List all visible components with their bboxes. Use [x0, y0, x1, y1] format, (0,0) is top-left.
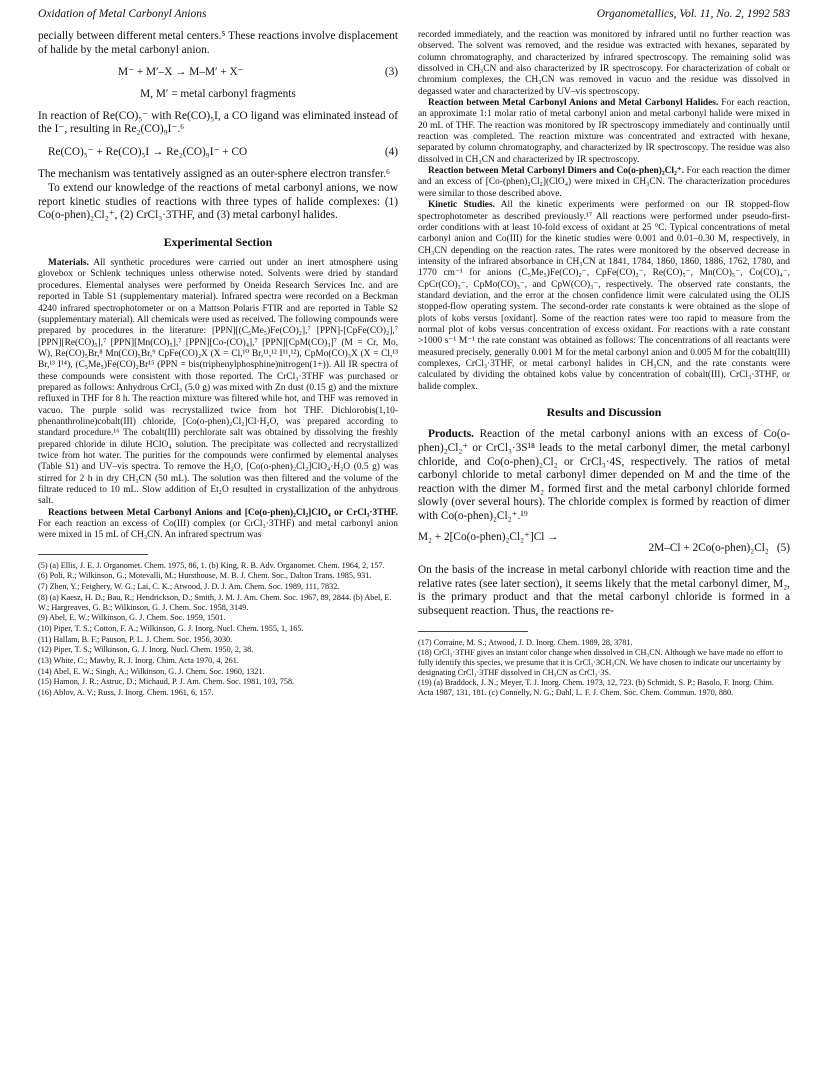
footnote: (13) White, C.; Mawby, R. J. Inorg. Chim. Acta 1970, 4, 261.	[38, 656, 239, 666]
materials-paragraph	[38, 258, 398, 508]
footnote: (14) Abel, E. W.; Singh, A.; Wilkinson, G. J. Chem. Soc. 1960, 1321.	[38, 666, 265, 676]
reaction1-paragraph	[38, 508, 398, 542]
equation-3-note-text: M, M′ = metal carbonyl fragments	[140, 87, 296, 100]
footnote: (5) (a) Ellis, J. E. J. Organomet. Chem. 1975, 86, 1. (b) King, R. B. Adv. Organomet. Chem. 1964, 2, 157.	[38, 560, 385, 570]
paragraph-2: In reaction of Re(CO)₅⁻ with Re(CO)₅I, a CO ligand was eliminated instead of the I⁻, resulting in Re₂(CO)₉I⁻.⁶	[38, 109, 398, 136]
reaction3-heading: Reaction between Metal Carbonyl Dimers and Co(o-phen)₂Cl₂⁺.	[428, 166, 685, 177]
footnote: (15) Hamon, J. R.; Astruc, D.; Michaud, P. J. Am. Chem. Soc. 1981, 103, 758.	[38, 677, 295, 687]
footnote-divider	[38, 554, 148, 555]
right-column	[418, 30, 790, 699]
footnote: (8) (a) Kaesz, H. D.; Bau, R.; Hendrickson, D.; Smith, J. M. J. Am. Chem. Soc. 1967, 89, 2844. (b) Abel, E. W.; Hargreaves, G. B.; Wilkinson, G. J. Chem. Soc. 1958, 3149.	[38, 592, 392, 612]
products-text: Reaction of the metal carbonyl anions with an excess of Co(o-phen)₂Cl₂⁺ or CrCl₃·3S¹⁸ leads to the metal carbonyl dimer, the metal carbonyl chloride, and Co(o-phen)₂Cl₂ or CrCl₃·4S, respectively. The ratios of metal carbonyl chloride to metal carbonyl dimer depended on M and the time of the reaction with the dimer M₂ formed first and the metal carbonyl chloride formed slowly (over several hours). The chloride complex is formed by reaction of dimer with Co(o-phen)₂Cl₂⁺.¹⁹	[418, 428, 790, 522]
footnote: (10) Piper, T. S.; Cotton, F. A.; Wilkinson, G. J. Inorg. Nucl. Chem. 1955, 1, 165.	[38, 623, 304, 633]
equation-5-line2: 2M–Cl + 2Co(o-phen)₂Cl₂	[648, 541, 769, 554]
footnote: (12) Piper, T. S.; Wilkinson, G. J. Inorg. Nucl. Chem. 1950, 2, 38.	[38, 645, 254, 655]
reaction2-text: For each reaction, an approximate 1:1 molar ratio of metal carbonyl anion and metal carbonyl halide were mixed in 20 mL of THF. The reaction was monitored by IR spectroscopy immediately and continually until reaction was completed. The reaction mixture was concentrated and extracted with hexane, separated by column chromatography, and characterized by IR spectroscopy. The residue was also dissolved in CH₃CN and characterized by IR spectroscopy.	[418, 98, 791, 165]
footnotes-left	[38, 561, 398, 698]
equation-3-text: M⁻ + M′–X → M–M′ + X⁻	[118, 66, 244, 79]
footnote: (11) Hallam, B. F.; Pauson, P. L. J. Chem. Soc. 1956, 3030.	[38, 634, 233, 644]
equation-3-note	[38, 89, 398, 100]
kinetic-paragraph	[418, 200, 790, 393]
paragraph-4: To extend our knowledge of the reactions of metal carbonyl anions, we now report kinetic studies of reactions with three types of halide complexes: (1) Co(o-phen)₂Cl₂⁺, (2) CrCl₃·3THF, and (3) metal carbonyl halides.	[38, 182, 398, 222]
section-heading-results: Results and Discussion	[546, 405, 662, 419]
footnotes-right	[418, 638, 790, 698]
running-header	[38, 8, 790, 24]
footnote: (17) Corraine, M. S.; Atwood, J. D. Inorg. Chem. 1989, 28, 3781.	[418, 637, 633, 647]
footnote: (16) Ablov, A. V.; Russ, J. Inorg. Chem. 1961, 6, 157.	[38, 688, 214, 698]
equation-4-number: (4)	[384, 146, 398, 159]
materials-heading: Materials.	[48, 258, 89, 269]
products-paragraph	[418, 428, 790, 523]
footnote: (6) Poli, R.; Wilkinson, G.; Motevalli, M.; Hursthouse, M. B. J. Chem. Soc., Dalton Trans. 1985, 931.	[38, 571, 372, 581]
materials-text: All synthetic procedures were carried out under an inert atmosphere using glovebox or Schlenk techniques unless otherwise noted. Solvents were dried by standard procedures. Elemental analyses were performed by Oneida Research Services Inc. and are reported in Table S1 (supplementary material). Infrared spectra were recorded on a Beckman 4240 infrared spectrophotometer or on a Mattson Polaris FTIR and are reported in Table S2 (supplementary material). All chemicals were used as received. The following compounds were prepared by procedures in the literature: [PPN][(C₅Me₅)Fe(CO)₂],⁷ [PPN]-[CpFe(CO)₂],⁷ [PPN][Re(CO)₅],⁷ [PPN][Mn(CO)₅],⁷ [PPN][Co-(CO)₄],⁷ [PPN][CpM(CO)₃]⁷ (M = Cr, Mo, W), Re(CO)₅Br,⁸ Mn(CO)₅Br,⁹ CpFe(CO)₂X (X = Cl,¹⁰ Br,¹¹,¹² I¹¹,¹²), CpMo(CO)₃X (X = Cl,¹³ Br,¹³ I¹⁴), (C₅Me₅)Fe(CO)₂Br¹⁵ (PPN = bis(triphenylphosphine)nitrogen(1+)). All IR spectra of these compounds were consistent with those reported. The CrCl₃·3THF was purchased or prepared as follows: Anhydrous CrCl₃ (5.0 g) was mixed with Zn dust (0.15 g) and the mixture refluxed in THF for 8 h. The reaction mixture was filtered while hot, and THF was removed in vacuo. The purple solid was recrystallized twice from hot THF. Dichlorobis(1,10-phenanthroline)cobalt(III) chloride, [Co(o-phen)₂Cl₂]Cl·H₂O, was prepared according to standard procedure.¹⁶ The cobalt(III) perchlorate salt was obtained by dissolving the freshly prepared chloride in dilute HClO₄ solution. The precipitate was collected and recrystallized twice from hot water. The purities for the compounds were confirmed by elemental analyses (Table S1) and UV–vis spectra. To remove the H₂O, [Co(o-phen)₂Cl₂]ClO₄·H₂O (0.5 g) was stirred for 2 h in dry CH₃CN (50 mL). The solution was then filtered and the volume of the filtrate reduced to 10 mL. Slow addition of Et₂O resulted in crystallization of the anhydrous salt.	[38, 258, 398, 507]
reaction2-paragraph	[418, 98, 790, 166]
journal-citation: Organometallics, Vol. 11, No. 2, 1992 583	[596, 8, 790, 20]
paragraph-3: The mechanism was tentatively assigned as an outer-sphere electron transfer.⁶	[38, 168, 390, 181]
intro-paragraph: pecially between different metal centers.⁵ These reactions involve displacement of halide by the metal carbonyl anion.	[38, 30, 398, 56]
reaction3-paragraph	[418, 166, 790, 200]
kinetic-text: All the kinetic experiments were performed on our IR stopped-flow spectrophotometer as described previously.¹⁷ All reactions were performed under pseudo-first-order conditions with at least 10-fold excess of oxidant at 25 °C. Typical concentrations of metal carbonyl anion and Co(III) for the kinetic studies were 0.001 and 0.01–0.30 M, respectively, in CH₃CN depending on the reaction rates. The rates were monitored by the observed decrease in intensity of the infrared absorbance in CH₃CN at 1841, 1784, 1860, 1860, 1886, 1762, 1780, and 1770 cm⁻¹ for anions (C₅Me₅)Fe(CO)₂⁻, CpFe(CO)₂⁻, Re(CO)₅⁻, Mn(CO)₅⁻, Co(CO)₄⁻, CpCr(CO)₃⁻, CpMo(CO)₃⁻, and CpW(CO)₃⁻, respectively. The observed rate constants, the standard deviation, and the error at the chosen confidence limit were calculated using the OLIS stopped-flow operating system. The second-order rate constants k were obtained as the slope of plots of kobs versus [oxidant]. Some of the reaction rates were too rapid to measure from the normal plot of kobs versus concentration of excess oxidant. For reactions with a rate constant >1000 s⁻¹ M⁻¹ the rate constant was obtained as follows: The concentrations of all reactants were measured precisely, generally 0.001 M for the metal carbonyl anion and 0.005 M for the cobalt(III) complexes, CrCl₃·3THF, or metal carbonyl halides in CH₃CN, and the rate constants were calculated by dividing the obtained kobs value by concentration of cobalt(III), CrCl₃·3THF, or halide complex.	[418, 200, 790, 392]
reaction2-heading: Reaction between Metal Carbonyl Anions and Metal Carbonyl Halides.	[428, 98, 719, 109]
continued-paragraph: recorded immediately, and the reaction was monitored by infrared until no further reaction was observed. The solvent was removed, and the residue was extracted with hexanes, separated by column chromatography, and characterized by infrared spectroscopy. The remaining solid was dissolved in CH₃CN and also characterized by IR spectroscopy. For characterization of cobalt or chromium complexes, the CH₃CN was removed in vacuo and the residue was dissolved in degassed water and characterized by UV–vis spectroscopy.	[418, 30, 790, 97]
kinetic-heading: Kinetic Studies.	[428, 200, 495, 211]
equation-3	[38, 67, 398, 78]
equation-5-number: (5)	[776, 541, 790, 554]
final-paragraph: On the basis of the increase in metal carbonyl chloride with reaction time and the relative rates (see later section), it seems likely that the metal carbonyl dimer, M₂, is the primary product and that the metal carbonyl chloride is formed in a subsequent reaction. Thus, the reactions re-	[418, 564, 790, 617]
left-column	[38, 30, 398, 699]
reaction3-text: For each reaction the dimer and an excess of [Co-(phen)₂Cl₂](ClO₄) were mixed in CH₃CN. The characterization procedures were similar to those described above.	[418, 166, 790, 199]
equation-4-text: Re(CO)₅⁻ + Re(CO)₅I → Re₂(CO)₉I⁻ + CO	[48, 146, 248, 159]
reaction1-heading: Reactions between Metal Carbonyl Anions and [Co(o-phen)₂Cl₂]ClO₄ or CrCl₃·3THF.	[48, 507, 398, 518]
footnote: (19) (a) Braddock, J. N.; Meyer, T. J. Inorg. Chem. 1973, 12, 723. (b) Schmidt, S. P.; Basolo, F. Inorg. Chim. Acta 1987, 131, 181. (c) Connelly, N. G.; Dahl, L. F. J. Chem. Soc. Chem. Commun. 1970, 880.	[418, 678, 774, 698]
footnote: (7) Zhen, Y.; Feighery, W. G.; Lai, C. K.; Atwood, J. D. J. Am. Chem. Soc. 1989, 111, 7832.	[38, 582, 340, 592]
running-title: Oxidation of Metal Carbonyl Anions	[38, 8, 207, 20]
products-heading: Products.	[428, 428, 474, 441]
equation-5-line2-row	[418, 543, 790, 554]
section-heading-experimental: Experimental Section	[163, 234, 273, 249]
footnote-divider	[418, 631, 528, 632]
reaction1-text: For each reaction an excess of Co(III) complex (or CrCl₃·3THF) and metal carbonyl anion were mixed in 15 mL of CH₃CN. An infrared spectrum was	[38, 519, 398, 541]
equation-5	[418, 532, 790, 555]
equation-4	[38, 147, 398, 158]
footnote: (9) Abel, E. W.; Wilkinson, G. J. Chem. Soc. 1959, 1501.	[38, 613, 226, 623]
footnote: (18) CrCl₃·3THF gives an instant color change when dissolved in CH₃CN. Although we have made no effort to fully identify this species, we presume that it is CrCl₃·3CH₃CN. We have chosen to indicate our uncertainty by designating CrCl₃·3THF dissolved in CH₃CN as CrCl₃·3S.	[418, 648, 783, 677]
equation-3-number: (3)	[384, 66, 398, 79]
equation-5-line1: M₂ + 2[Co(o-phen)₂Cl₂⁺]Cl →	[418, 530, 559, 543]
